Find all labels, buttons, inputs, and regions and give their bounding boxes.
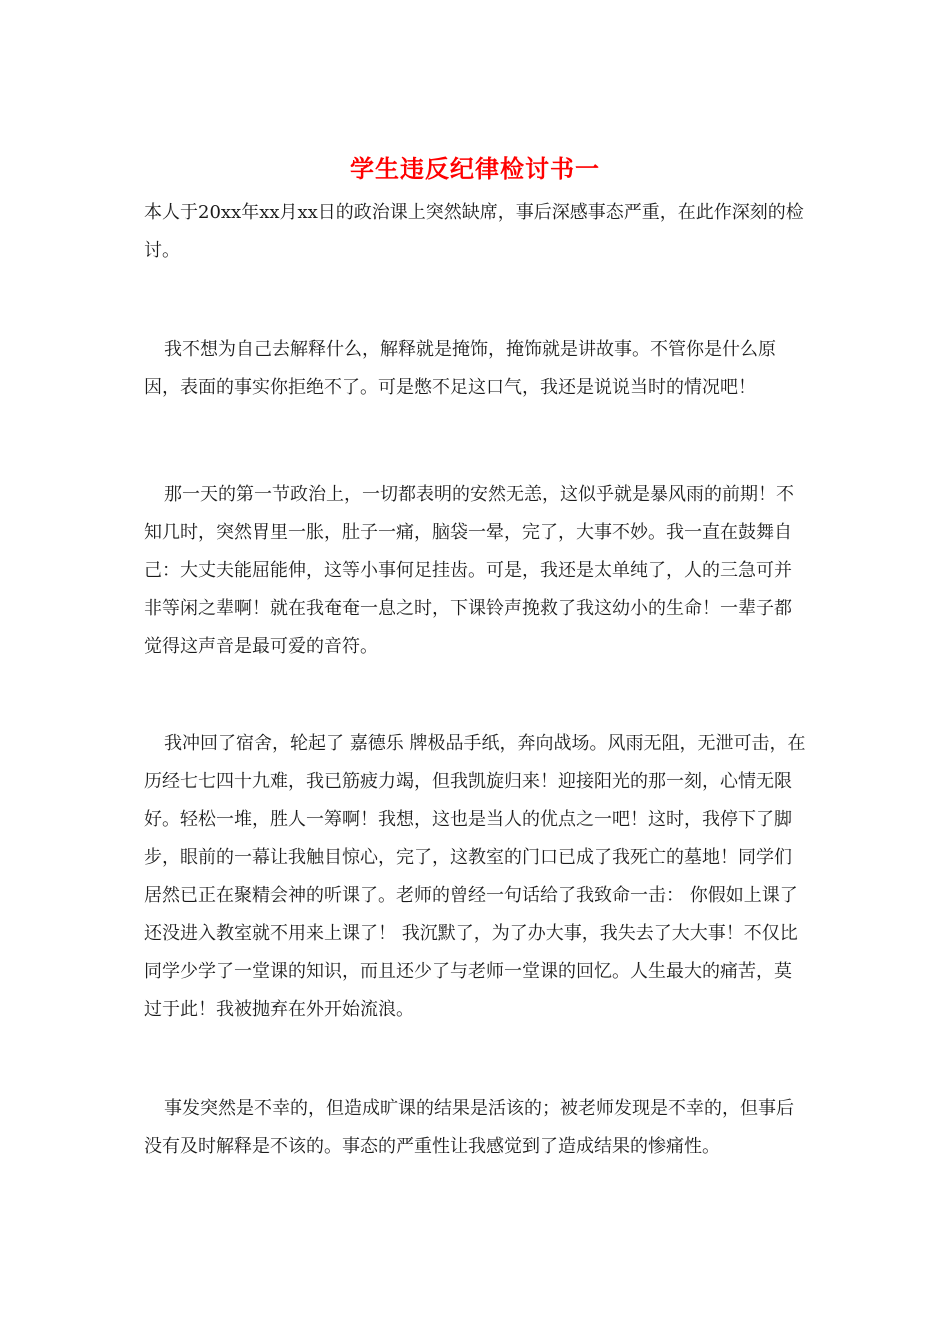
paragraph-1: 本人于20xx年xx月xx日的政治课上突然缺席，事后深感事态严重，在此作深刻的检讨。 — [144, 202, 804, 261]
paragraph-4: 我冲回了宿舍，轮起了 嘉德乐 牌极品手纸，奔向战场。风雨无阻，无泄可击，在历经七七四十九难，我已筋疲力竭，但我凯旋归来！迎接阳光的那一刻，心情无限好。轻松一堆，胜人一筹啊！我想，这也是当人的优点之一吧！这时，我停下了脚步，眼前的一幕让我触目惊心，完了，这教室的门口已成了我死亡的墓地！同学们居然已正在聚精会神的听课了。老师的曾经一句话给了我致命一击： 你假如上课了还没进入教室就不用来上课了！ 我沉默了，为了办大事，我失去了大大事！不仅比同学少学了一堂课的知识，而且还少了与老师一堂课的回忆。人生最大的痛苦，莫过于此！我被抛弃在外开始流浪。 — [144, 733, 806, 1020]
document-title: 学生违反纪律检讨书一 — [350, 154, 600, 183]
paragraph-2: 我不想为自己去解释什么，解释就是掩饰，掩饰就是讲故事。不管你是什么原因，表面的事实你拒绝不了。可是憋不足这口气，我还是说说当时的情况吧！ — [144, 339, 776, 398]
paragraph-5: 事发突然是不幸的，但造成旷课的结果是活该的；被老师发现是不幸的，但事后没有及时解释是不该的。事态的严重性让我感觉到了造成结果的惨痛性。 — [144, 1098, 794, 1157]
paragraph-3: 那一天的第一节政治上，一切都表明的安然无恙，这似乎就是暴风雨的前期！不知几时，突然胃里一胀，肚子一痛，脑袋一晕，完了，大事不妙。我一直在鼓舞自己：大丈夫能屈能伸，这等小事何足挂齿。可是，我还是太单纯了，人的三急可并非等闲之辈啊！就在我奄奄一息之时，下课铃声挽救了我这幼小的生命！一辈子都觉得这声音是最可爱的音符。 — [144, 484, 794, 657]
